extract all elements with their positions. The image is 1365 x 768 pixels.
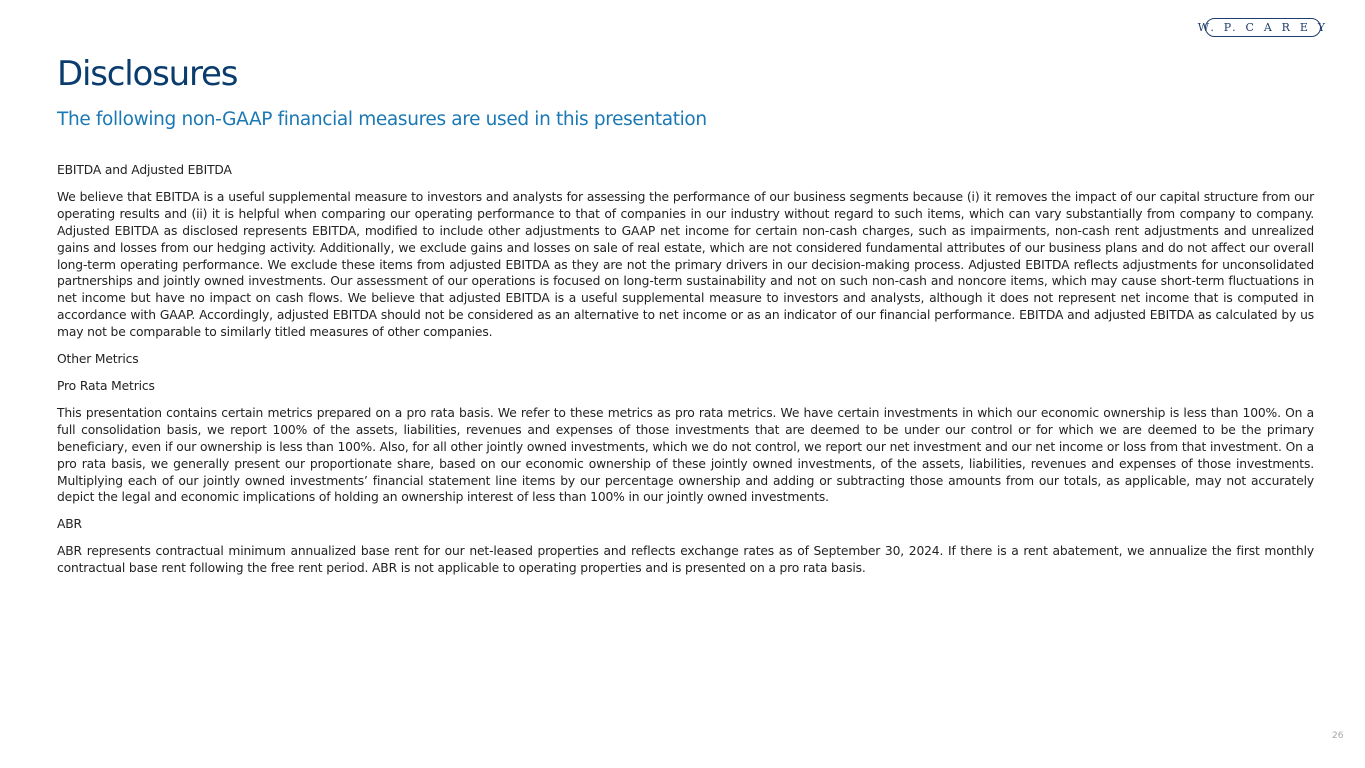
page-subtitle: The following non-GAAP financial measures are used in this presentation	[57, 109, 707, 130]
company-logo-text: W. P. C A R E Y	[1197, 21, 1329, 34]
page-number: 26	[1332, 731, 1344, 741]
paragraph-pro-rata: This presentation contains certain metrics prepared on a pro rata basis. We refer to these metrics as pro rata metrics. We have certain investments in which our economic ownership is less than 100%. On a full consolidation basis, we report 100% of the assets, liabilities, revenues and expenses of those investments that are deemed to be under our control or for which we are deemed to be the primary beneficiary, even if our ownership is less than 100%. Also, for all other jointly owned investments, which we do not control, we report our net investment and our net income or loss from that investment. On a pro rata basis, we generally present our proportionate share, based on our economic ownership of these jointly owned investments, of the assets, liabilities, revenues and expenses of those investments. Multiplying each of our jointly owned investments’ financial statement line items by our percentage ownership and adding or subtracting those amounts from our totals, as applicable, may not accurately depict the legal and economic implications of holding an ownership interest of less than 100% in our jointly owned investments.	[57, 405, 1314, 505]
page-title: Disclosures	[57, 54, 238, 94]
section-heading-abr: ABR	[57, 517, 82, 532]
disclosure-body	[57, 162, 1314, 587]
paragraph-ebitda: We believe that EBITDA is a useful supplemental measure to investors and analysts for assessing the performance of our business segments because (i) it removes the impact of our capital structure from our operating results and (ii) it is helpful when comparing our operating performance to that of companies in our industry without regard to such items, which can vary substantially from company to company. Adjusted EBITDA as disclosed represents EBITDA, modified to include other adjustments to GAAP net income for certain non-cash charges, such as impairments, non-cash rent adjustments and unrealized gains and losses from our hedging activity. Additionally, we exclude gains and losses on sale of real estate, which are not considered fundamental attributes of our business plans and do not affect our overall long-term operating performance. We exclude these items from adjusted EBITDA as they are not the primary drivers in our decision-making process. Adjusted EBITDA reflects adjustments for unconsolidated partnerships and jointly owned investments. Our assessment of our operations is focused on long-term sustainability and not on such non-cash and noncore items, which may cause short-term fluctuations in net income but have no impact on cash flows. We believe that adjusted EBITDA is a useful supplemental measure to investors and analysts, although it does not represent net income that is computed in accordance with GAAP. Accordingly, adjusted EBITDA should not be considered as an alternative to net income or as an indicator of our financial performance. EBITDA and adjusted EBITDA as calculated by us may not be comparable to similarly titled measures of other companies.	[57, 189, 1314, 340]
section-heading-ebitda: EBITDA and Adjusted EBITDA	[57, 163, 232, 177]
paragraph-abr: ABR represents contractual minimum annualized base rent for our net-leased properties and reflects exchange rates as of September 30, 2024. If there is a rent abatement, we annualize the first monthly contractual base rent following the free rent period. ABR is not applicable to operating properties and is presented on a pro rata basis.	[57, 544, 1314, 576]
company-logo	[1197, 18, 1329, 37]
section-heading-other-metrics: Other Metrics	[57, 352, 139, 367]
section-heading-pro-rata: Pro Rata Metrics	[57, 378, 155, 393]
